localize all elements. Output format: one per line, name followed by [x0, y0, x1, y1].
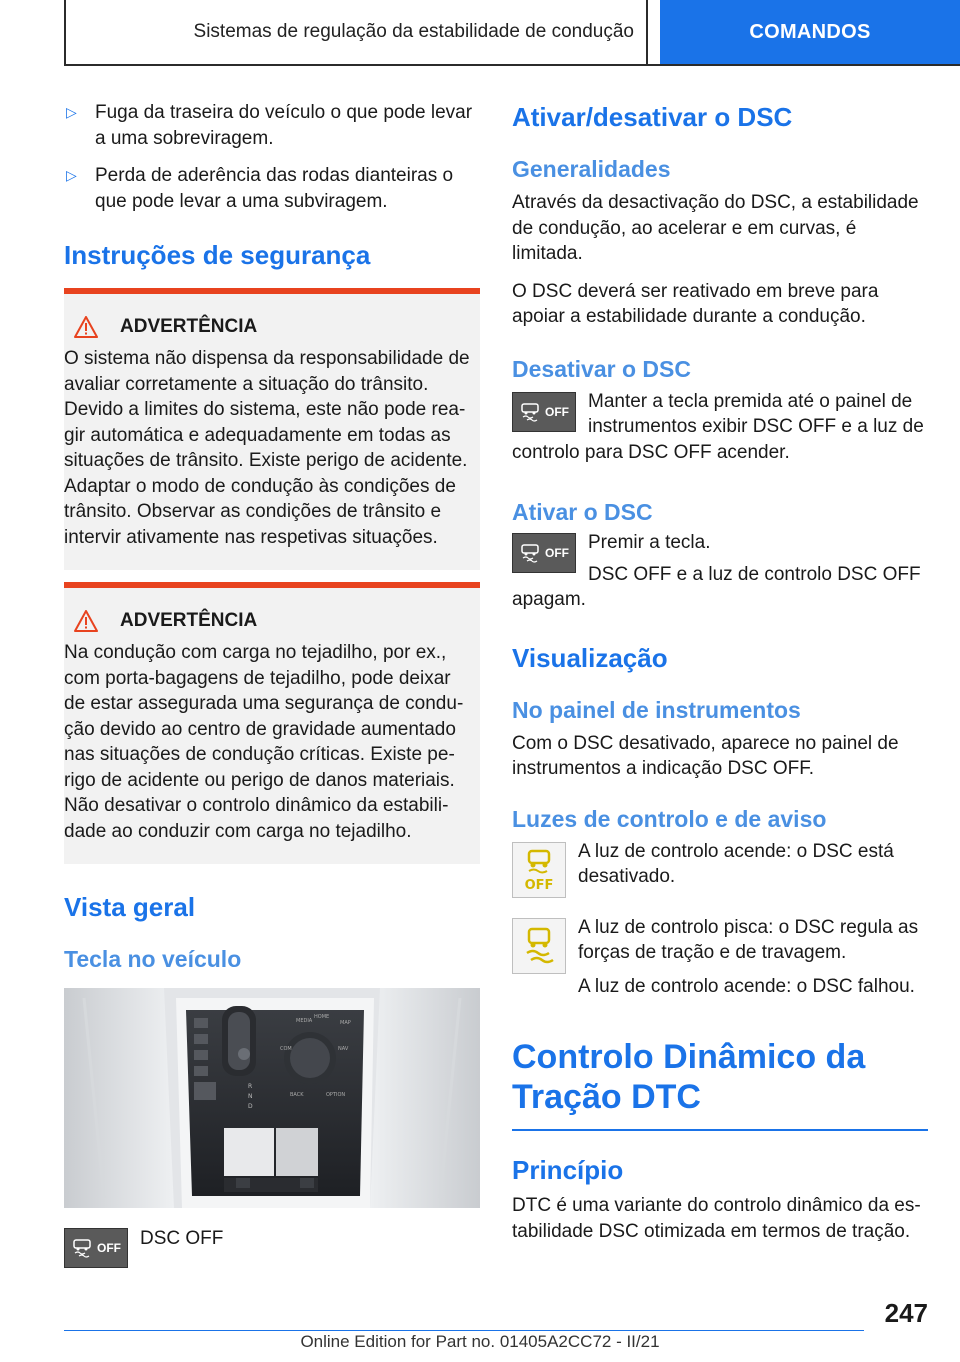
chapter-tab-label: COMANDOS — [749, 20, 871, 43]
warning-box — [64, 582, 480, 864]
button-caption-row — [64, 1228, 480, 1268]
button-caption: DSC OFF — [140, 1228, 224, 1249]
paragraph: DTC é uma variante do controlo dinâmico da estabilidade DSC otimizada em termos de tração. — [512, 1195, 921, 1242]
paragraph: A luz de controlo acende: o DSC falhou. — [578, 975, 915, 997]
triangle-bullet-icon: ▷ — [66, 167, 77, 183]
dtc-title-rule — [512, 1129, 928, 1131]
car-skid-icon — [519, 542, 541, 564]
lamp-label: OFF — [524, 877, 554, 893]
paragraph: Através da desactivação do DSC, a estabilidade de condução, ao acelerar e em curvas, é limitada. — [512, 192, 919, 264]
paragraph: O DSC deverá ser reativado em breve para apoiar a estabilidade durante a condução. — [512, 280, 879, 327]
paragraph: A luz de controlo pisca: o DSC regula as forças de tração e de travagem. — [578, 916, 919, 963]
gear-label-r: R — [248, 1083, 253, 1090]
warning-label: ADVERTÊNCIA — [120, 316, 258, 337]
knob-label-home: HOME — [314, 1014, 330, 1020]
dsc-off-button-icon — [512, 533, 576, 573]
knob-label-media: MEDIA — [296, 1018, 313, 1024]
safety-heading: Instruções de segurança — [64, 240, 371, 270]
header-divider — [64, 64, 960, 66]
list-item — [64, 100, 480, 151]
warning-title — [64, 610, 474, 632]
overview-heading: Vista geral — [64, 892, 196, 922]
cluster-heading: No painel de instrumentos — [512, 696, 801, 723]
paragraph: A luz de controlo acende: o DSC está desativado. — [578, 840, 894, 887]
activate-text — [588, 530, 928, 587]
car-skid-icon — [519, 401, 541, 423]
car-skid-icon — [519, 923, 559, 969]
paragraph: Premir a tecla. — [588, 532, 711, 553]
paragraph: Com o DSC desativado, aparece no painel de instrumentos a indicação DSC OFF. — [512, 732, 899, 779]
paragraph: DSC OFF e a luz de controlo DSC OFF — [588, 563, 921, 585]
icon-label: OFF — [545, 546, 569, 560]
gear-label-n: N — [248, 1093, 253, 1100]
activate-heading: Ativar o DSC — [512, 499, 653, 525]
list-item-text: Fuga da traseira do veículo o que pode levar a uma sobreviragem. — [95, 102, 473, 149]
paragraph: controlo para DSC OFF acender. — [512, 441, 790, 463]
warning-label: ADVERTÊNCIA — [120, 610, 258, 631]
button-heading: Tecla no veículo — [64, 946, 242, 972]
knob-label-map: MAP — [340, 1020, 351, 1026]
deactivate-row — [512, 392, 928, 440]
left-column — [64, 100, 480, 1268]
warning-title — [64, 316, 474, 338]
principle-heading: Princípio — [512, 1155, 624, 1185]
warning-triangle-icon — [74, 610, 98, 632]
warning-box — [64, 288, 480, 570]
light2-row — [512, 918, 928, 1000]
list-item-text: Perda de aderência das rodas dianteiras o que pode levar a uma subviragem. — [95, 165, 454, 212]
list-item — [64, 163, 480, 214]
deactivate-heading: Desativar o DSC — [512, 355, 691, 382]
car-skid-icon — [71, 1237, 93, 1259]
running-header — [64, 0, 648, 64]
activate-row — [512, 533, 928, 587]
dsc-title: Ativar/desativar o DSC — [512, 102, 793, 132]
triangle-bullet-icon: ▷ — [66, 104, 77, 120]
light2-text — [578, 915, 928, 1000]
lights-heading: Luzes de controlo e de aviso — [512, 805, 827, 832]
knob-label-nav: NAV — [338, 1046, 349, 1052]
dtc-title: Controlo Dinâmico da Tração DTC — [512, 1038, 866, 1116]
knob-label-option: OPTION — [326, 1092, 346, 1098]
general-heading: Generalidades — [512, 156, 671, 182]
right-column — [512, 100, 928, 1244]
knob-label-com: COM — [280, 1046, 292, 1052]
footer-edition: Online Edition for Part no. 01405A2CC72 - II/21 — [300, 1332, 660, 1351]
footer-divider — [64, 1330, 864, 1331]
icon-label: OFF — [97, 1241, 121, 1255]
knob-label-back: BACK — [290, 1092, 304, 1098]
car-skid-off-icon — [519, 847, 559, 893]
paragraph: apagam. — [512, 589, 586, 610]
icon-label: OFF — [545, 404, 569, 419]
page-number: 247 — [884, 1298, 928, 1328]
light1-row — [512, 842, 928, 898]
center-console-photo — [64, 988, 480, 1208]
warning-text: Na condução com carga no tejadilho, por ex., com porta-bagagens de tejadilho, pode deixar de estar assegurada uma segurança de condução devido ao centro de gravidade aumentado nas situações de condução críticas. Existe perigo de acidente ou perigo de danos materiais. Não desativar o controlo dinâmico da estabilidade ao conduzir com carga no tejadilho. — [64, 642, 464, 842]
chapter-tab[interactable] — [660, 0, 960, 64]
section-title: Sistemas de regulação da estabilidade de condução — [193, 21, 634, 42]
paragraph: Manter a tecla premida até o painel de instrumentos exibir DSC OFF e a luz de — [588, 390, 924, 437]
dsc-active-lamp-icon — [512, 918, 566, 974]
center-console-illustration — [64, 988, 480, 1208]
dsc-off-button-icon — [64, 1228, 128, 1268]
dsc-off-lamp-icon — [512, 842, 566, 898]
dsc-off-button-icon — [512, 392, 576, 432]
warning-text: O sistema não dispensa da responsabilidade de avaliar corretamente a situação do trânsito. Devido a limites do sistema, este não pode reagir automática e adequadamente em todas as situações de trânsito. Existe perigo de acidente. Adaptar o modo de condução às condições de trânsito. Observar as condições de trânsito e intervir ativamente nas respetivas situações. — [64, 348, 470, 548]
warning-triangle-icon — [74, 316, 98, 338]
gear-label-d: D — [248, 1103, 253, 1110]
display-heading: Visualização — [512, 642, 668, 673]
